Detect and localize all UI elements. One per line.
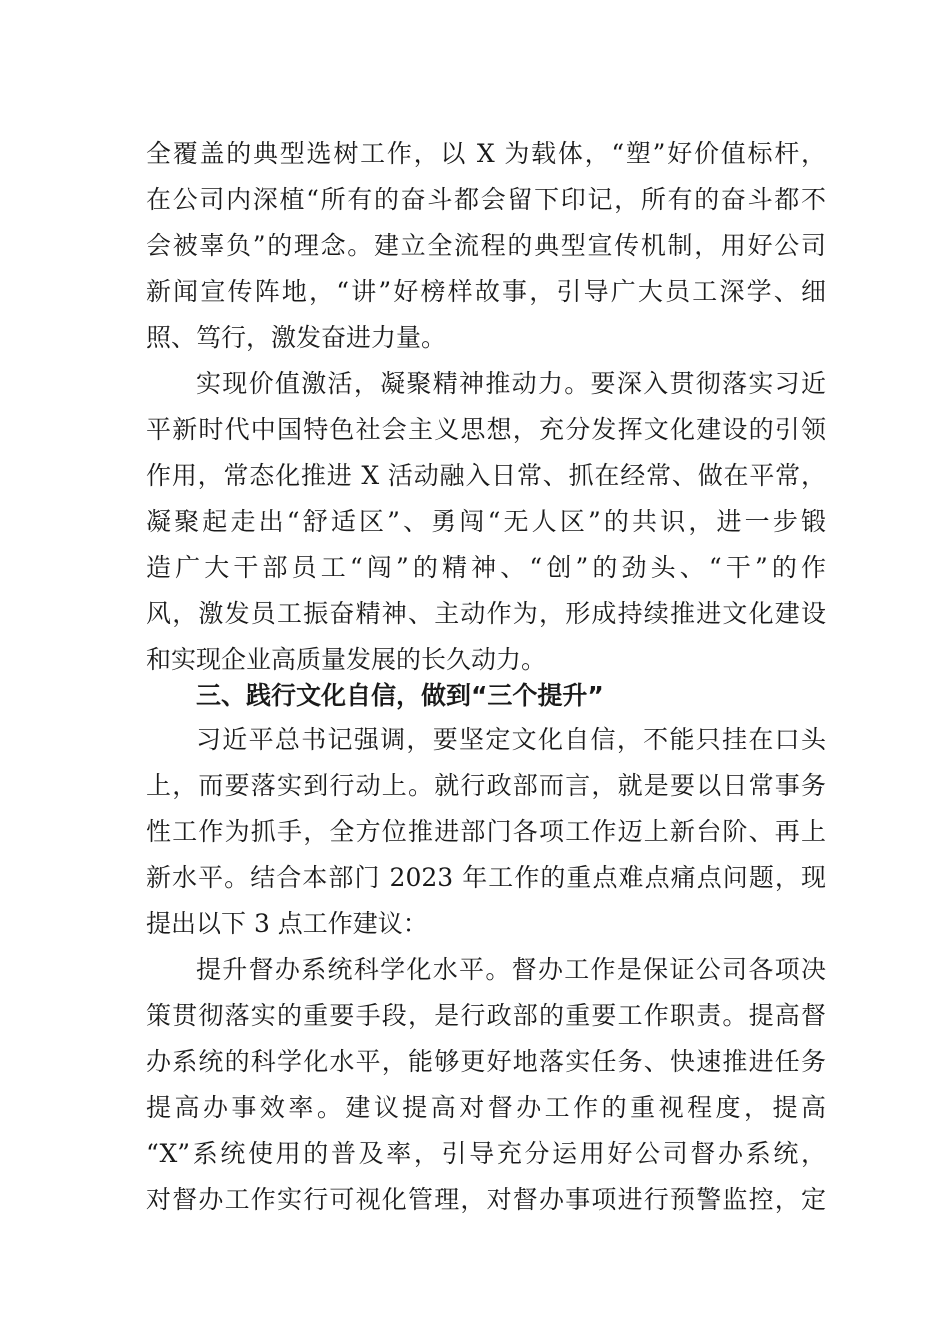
text-line: 对督办工作实行可视化管理，对督办事项进行预警监控，定 [146, 1185, 826, 1214]
text-line: 造广大干部员工“闯”的精神、“创”的劲头、“干”的作 [146, 553, 826, 582]
text-line: 照、笃行，激发奋进力量。 [146, 323, 447, 352]
text-line: 凝聚起走出“舒适区”、勇闯“无人区”的共识，进一步锻 [146, 507, 826, 536]
text-line: 全覆盖的典型选树工作，以 X 为载体，“塑”好价值标杆， [146, 139, 826, 168]
paragraph-start-line: 习近平总书记强调，要坚定文化自信，不能只挂在口头 [196, 725, 826, 754]
paragraph-start-line: 实现价值激活，凝聚精神推动力。要深入贯彻落实习近 [196, 369, 826, 398]
text-line: “X”系统使用的普及率，引导充分运用好公司督办系统， [146, 1139, 826, 1168]
section-heading: 三、践行文化自信，做到“三个提升” [196, 681, 604, 710]
text-line: 风，激发员工振奋精神、主动作为，形成持续推进文化建设 [146, 599, 826, 628]
text-line: 提出以下 3 点工作建议： [146, 909, 428, 938]
text-line: 和实现企业高质量发展的长久动力。 [146, 645, 547, 674]
text-line: 上，而要落实到行动上。就行政部而言，就是要以日常事务 [146, 771, 826, 800]
text-line: 在公司内深植“所有的奋斗都会留下印记，所有的奋斗都不 [146, 185, 826, 214]
text-line: 策贯彻落实的重要手段，是行政部的重要工作职责。提高督 [146, 1001, 826, 1030]
text-line: 作用，常态化推进 X 活动融入日常、抓在经常、做在平常， [146, 461, 826, 490]
text-line: 新水平。结合本部门 2023 年工作的重点难点痛点问题，现 [146, 863, 826, 892]
text-line: 提高办事效率。建议提高对督办工作的重视程度，提高 [146, 1093, 826, 1122]
paragraph-start-line: 提升督办系统科学化水平。督办工作是保证公司各项决 [196, 955, 826, 984]
text-line: 会被辜负”的理念。建立全流程的典型宣传机制，用好公司 [146, 231, 826, 260]
text-line: 新闻宣传阵地，“讲”好榜样故事，引导广大员工深学、细 [146, 277, 826, 306]
text-line: 办系统的科学化水平，能够更好地落实任务、快速推进任务 [146, 1047, 826, 1076]
text-line: 平新时代中国特色社会主义思想，充分发挥文化建设的引领 [146, 415, 826, 444]
text-line: 性工作为抓手，全方位推进部门各项工作迈上新台阶、再上 [146, 817, 826, 846]
